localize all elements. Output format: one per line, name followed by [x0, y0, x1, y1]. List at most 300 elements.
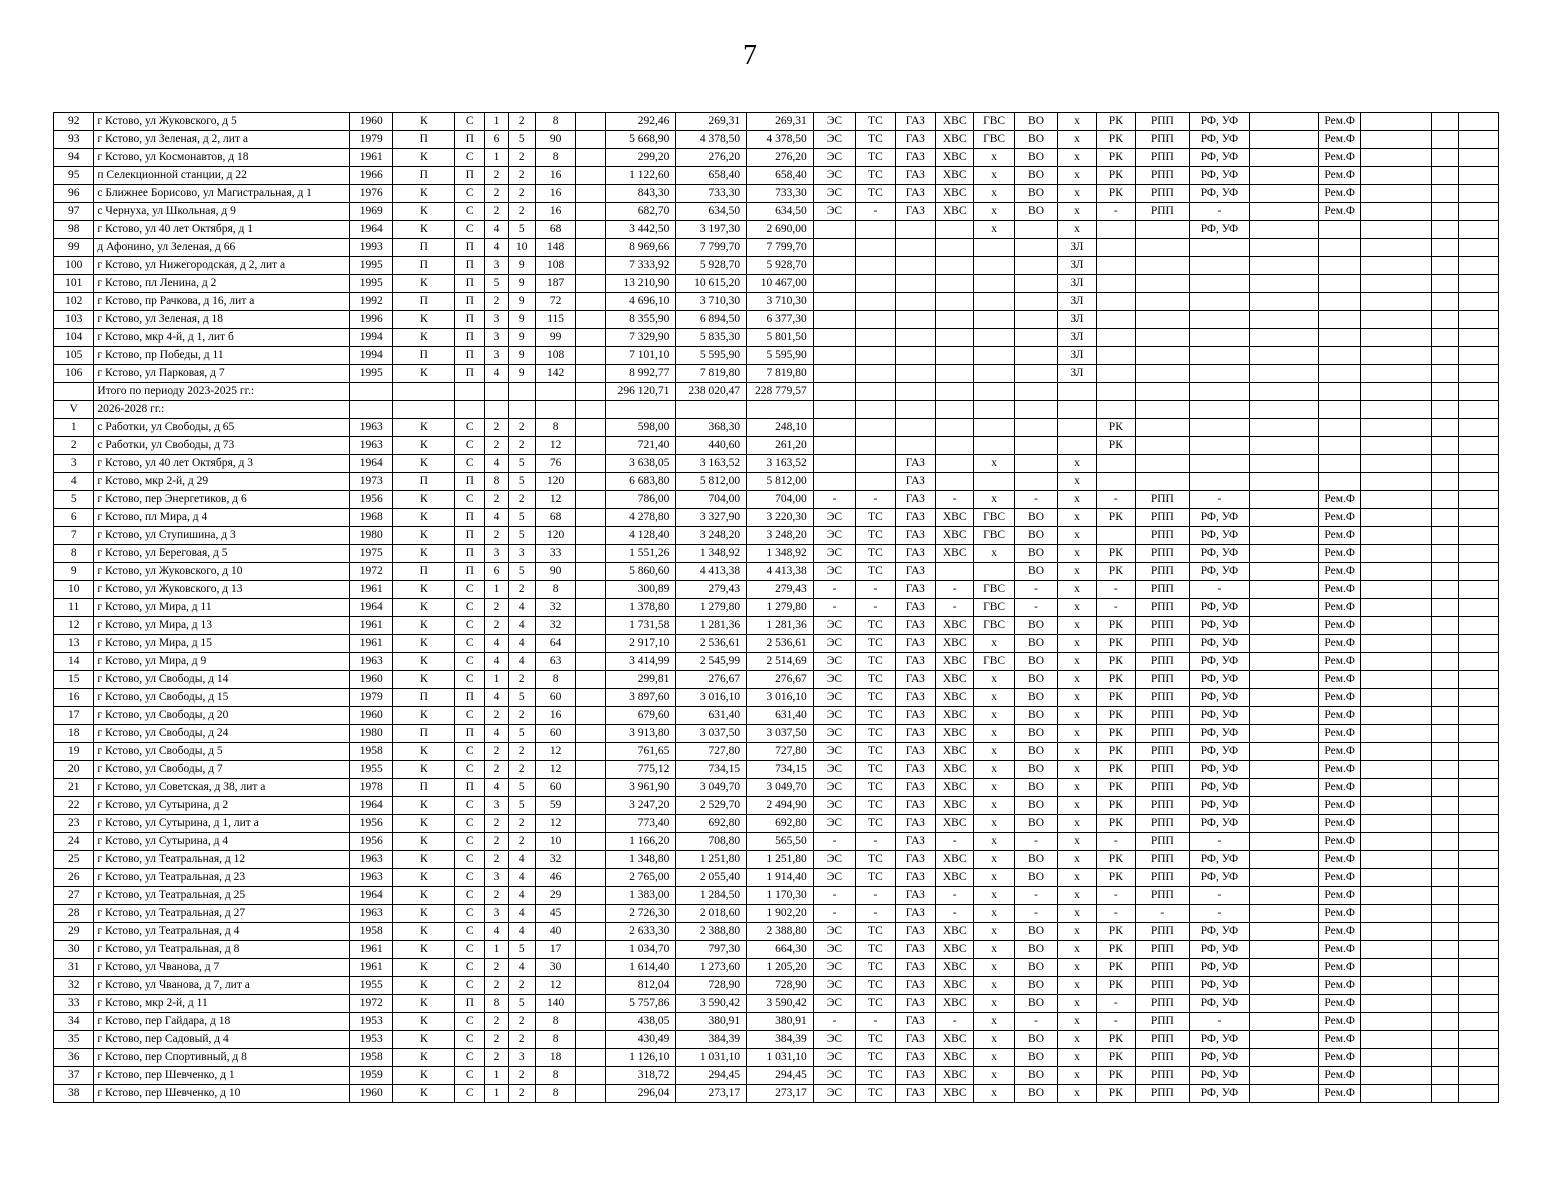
address-cell: г Кстово, ул Мира, д 11 — [94, 599, 350, 617]
table-cell — [856, 473, 895, 491]
row-number-cell: 22 — [54, 797, 94, 815]
table-cell: Рем.Ф — [1318, 779, 1360, 797]
table-cell: 692,80 — [747, 815, 814, 833]
table-cell: К — [393, 743, 455, 761]
table-cell: 4 — [508, 599, 535, 617]
table-cell: 2 — [508, 815, 535, 833]
table-cell: ТС — [856, 1031, 895, 1049]
table-cell: 12 — [535, 977, 575, 995]
table-cell: - — [813, 599, 855, 617]
table-cell: РФ, УФ — [1189, 599, 1250, 617]
table-cell — [576, 509, 605, 527]
table-cell: РПП — [1136, 545, 1190, 563]
address-cell: г Кстово, ул Ступишина, д 3 — [94, 527, 350, 545]
table-cell: ВО — [1014, 563, 1057, 581]
table-cell — [1432, 221, 1459, 239]
table-cell: - — [1189, 887, 1250, 905]
row-number-cell: 100 — [54, 257, 94, 275]
address-cell: г Кстово, пл Мира, д 4 — [94, 509, 350, 527]
table-cell: 3 049,70 — [676, 779, 747, 797]
table-cell: 1 914,40 — [747, 869, 814, 887]
table-cell: - — [813, 1013, 855, 1031]
table-cell: - — [1189, 203, 1250, 221]
table-cell — [1250, 473, 1319, 491]
table-cell: Рем.Ф — [1318, 581, 1360, 599]
table-cell: 16 — [535, 185, 575, 203]
table-cell: К — [393, 833, 455, 851]
table-cell — [813, 347, 855, 365]
table-cell: РПП — [1136, 671, 1190, 689]
row-number-cell: 105 — [54, 347, 94, 365]
row-number-cell: 93 — [54, 131, 94, 149]
address-cell: г Кстово, ул Советская, д 38, лит а — [94, 779, 350, 797]
table-row — [54, 563, 1499, 581]
table-cell: 3 590,42 — [676, 995, 747, 1013]
table-cell: К — [393, 887, 455, 905]
table-cell: 9 — [508, 275, 535, 293]
table-cell: 6 683,80 — [605, 473, 676, 491]
table-cell: 1958 — [350, 1049, 393, 1067]
table-cell: х — [1058, 581, 1096, 599]
table-cell — [1459, 419, 1499, 437]
table-cell — [1361, 347, 1432, 365]
table-cell — [1250, 1013, 1319, 1031]
table-cell — [1361, 563, 1432, 581]
address-cell: г Кстово, мкр 4-й, д 1, лит б — [94, 329, 350, 347]
table-cell: 1960 — [350, 113, 393, 131]
table-cell — [1432, 797, 1459, 815]
table-cell — [1318, 365, 1360, 383]
table-cell: ТС — [856, 563, 895, 581]
table-row — [54, 185, 1499, 203]
table-cell: РПП — [1136, 851, 1190, 869]
table-cell: 5 928,70 — [747, 257, 814, 275]
table-cell: РФ, УФ — [1189, 113, 1250, 131]
table-cell: ГАЗ — [895, 113, 935, 131]
table-cell: 3 016,10 — [747, 689, 814, 707]
table-cell — [974, 257, 1014, 275]
table-cell: РПП — [1136, 599, 1190, 617]
table-cell — [1459, 977, 1499, 995]
table-cell — [1459, 869, 1499, 887]
table-cell: - — [1096, 599, 1135, 617]
table-cell: ЭС — [813, 941, 855, 959]
table-cell: Рем.Ф — [1318, 959, 1360, 977]
table-cell — [1250, 167, 1319, 185]
table-cell — [813, 365, 855, 383]
table-cell: 1 281,36 — [676, 617, 747, 635]
table-cell — [1096, 473, 1135, 491]
table-cell: 1980 — [350, 725, 393, 743]
table-cell: К — [393, 527, 455, 545]
table-cell: 12 — [535, 437, 575, 455]
table-cell: 4 — [508, 905, 535, 923]
table-cell — [1459, 257, 1499, 275]
table-cell: РК — [1096, 437, 1135, 455]
table-cell: К — [393, 959, 455, 977]
row-number-cell: 14 — [54, 653, 94, 671]
table-cell — [1432, 365, 1459, 383]
table-cell: П — [455, 275, 485, 293]
table-cell — [1432, 779, 1459, 797]
table-cell: ХВС — [936, 797, 974, 815]
table-cell — [936, 455, 974, 473]
table-cell: РПП — [1136, 113, 1190, 131]
table-cell — [1250, 905, 1319, 923]
table-cell: 8 — [535, 113, 575, 131]
table-cell: С — [455, 671, 485, 689]
table-cell — [895, 347, 935, 365]
address-cell: г Кстово, ул Свободы, д 24 — [94, 725, 350, 743]
table-cell: 269,31 — [747, 113, 814, 131]
table-cell: 4 — [485, 725, 508, 743]
table-cell: 9 — [508, 347, 535, 365]
table-cell: 60 — [535, 779, 575, 797]
table-cell: - — [1014, 581, 1057, 599]
address-cell: Итого по периоду 2023-2025 гг.: — [94, 383, 350, 401]
row-number-cell: 10 — [54, 581, 94, 599]
table-cell — [1250, 797, 1319, 815]
table-cell — [1432, 869, 1459, 887]
row-number-cell: 28 — [54, 905, 94, 923]
table-cell — [1459, 1085, 1499, 1103]
table-cell: 3 037,50 — [676, 725, 747, 743]
address-cell: г Кстово, мкр 2-й, д 11 — [94, 995, 350, 1013]
table-cell — [1361, 869, 1432, 887]
table-cell: С — [455, 1031, 485, 1049]
table-cell: ВО — [1014, 851, 1057, 869]
table-cell — [576, 1067, 605, 1085]
table-cell — [1096, 383, 1135, 401]
table-cell: Рем.Ф — [1318, 599, 1360, 617]
table-row — [54, 1067, 1499, 1085]
table-cell: ЭС — [813, 527, 855, 545]
table-cell: С — [455, 815, 485, 833]
table-cell: РПП — [1136, 689, 1190, 707]
table-cell: 12 — [535, 491, 575, 509]
table-cell — [1459, 365, 1499, 383]
table-cell: 598,00 — [605, 419, 676, 437]
row-number-cell: 6 — [54, 509, 94, 527]
table-cell — [1432, 275, 1459, 293]
table-cell — [1459, 761, 1499, 779]
table-row — [54, 581, 1499, 599]
table-cell: 1958 — [350, 743, 393, 761]
table-cell: Рем.Ф — [1318, 1067, 1360, 1085]
table-cell: РФ, УФ — [1189, 1049, 1250, 1067]
table-cell: х — [1058, 1067, 1096, 1085]
table-cell: 2 — [508, 671, 535, 689]
table-cell — [1459, 185, 1499, 203]
table-cell: С — [455, 455, 485, 473]
table-cell: 5 812,00 — [747, 473, 814, 491]
table-cell — [936, 473, 974, 491]
table-cell: ХВС — [936, 131, 974, 149]
table-cell — [1459, 113, 1499, 131]
table-cell: К — [393, 113, 455, 131]
table-cell: - — [1096, 203, 1135, 221]
table-cell: 68 — [535, 509, 575, 527]
address-cell: г Кстово, ул Театральная, д 27 — [94, 905, 350, 923]
table-row — [54, 743, 1499, 761]
table-cell — [1136, 329, 1190, 347]
table-cell — [576, 851, 605, 869]
table-cell: х — [974, 671, 1014, 689]
table-cell: ХВС — [936, 725, 974, 743]
table-cell: х — [1058, 185, 1096, 203]
address-cell: г Кстово, ул Театральная, д 12 — [94, 851, 350, 869]
table-cell — [676, 401, 747, 419]
table-cell: 2 — [508, 1067, 535, 1085]
table-cell — [1361, 941, 1432, 959]
table-cell: 2 — [485, 851, 508, 869]
table-cell: РФ, УФ — [1189, 851, 1250, 869]
table-cell: РК — [1096, 797, 1135, 815]
row-number-cell: 95 — [54, 167, 94, 185]
table-cell — [1361, 1049, 1432, 1067]
table-cell — [1459, 221, 1499, 239]
table-cell — [1361, 887, 1432, 905]
table-cell — [936, 419, 974, 437]
table-cell: ЗЛ — [1058, 257, 1096, 275]
table-cell — [1361, 1013, 1432, 1031]
table-cell — [1361, 239, 1432, 257]
table-cell — [1014, 419, 1057, 437]
table-cell: РПП — [1136, 653, 1190, 671]
table-cell: 1 348,92 — [747, 545, 814, 563]
table-cell: 2 — [508, 419, 535, 437]
address-cell: г Кстово, ул Театральная, д 23 — [94, 869, 350, 887]
table-cell: 658,40 — [747, 167, 814, 185]
table-cell: 1 170,30 — [747, 887, 814, 905]
table-cell: 3 — [485, 347, 508, 365]
table-cell — [1250, 437, 1319, 455]
table-cell — [1361, 383, 1432, 401]
table-cell — [576, 347, 605, 365]
table-cell — [1250, 203, 1319, 221]
table-cell: 140 — [535, 995, 575, 1013]
table-cell: 7 799,70 — [747, 239, 814, 257]
table-cell — [1432, 113, 1459, 131]
table-cell: х — [974, 635, 1014, 653]
table-cell: 2 — [485, 419, 508, 437]
table-cell: 1961 — [350, 617, 393, 635]
table-cell — [856, 347, 895, 365]
table-cell — [813, 401, 855, 419]
table-cell: ТС — [856, 743, 895, 761]
table-cell: 733,30 — [676, 185, 747, 203]
table-cell — [576, 959, 605, 977]
table-cell: ЗЛ — [1058, 293, 1096, 311]
table-cell — [1136, 347, 1190, 365]
table-cell: х — [1058, 545, 1096, 563]
table-cell: 380,91 — [676, 1013, 747, 1031]
table-cell: 1961 — [350, 635, 393, 653]
table-cell: 3 710,30 — [747, 293, 814, 311]
table-cell: С — [455, 887, 485, 905]
table-cell: РФ, УФ — [1189, 671, 1250, 689]
table-cell — [576, 527, 605, 545]
table-cell: 1 902,20 — [747, 905, 814, 923]
table-cell: 631,40 — [747, 707, 814, 725]
table-cell: ГАЗ — [895, 167, 935, 185]
table-cell: 294,45 — [676, 1067, 747, 1085]
table-cell: 72 — [535, 293, 575, 311]
table-cell: 8 — [485, 995, 508, 1013]
table-cell: - — [1189, 491, 1250, 509]
table-cell — [1432, 743, 1459, 761]
table-cell: К — [393, 455, 455, 473]
table-cell: ТС — [856, 1067, 895, 1085]
table-cell: ГАЗ — [895, 779, 935, 797]
table-cell: 1964 — [350, 887, 393, 905]
table-cell: 4 — [485, 779, 508, 797]
table-cell — [1318, 347, 1360, 365]
table-cell — [1432, 131, 1459, 149]
row-number-cell: 31 — [54, 959, 94, 977]
table-cell — [350, 383, 393, 401]
table-cell: 5 812,00 — [676, 473, 747, 491]
table-cell — [1432, 851, 1459, 869]
table-cell: 1 126,10 — [605, 1049, 676, 1067]
table-cell — [1250, 131, 1319, 149]
table-cell — [1432, 509, 1459, 527]
table-cell: 1 251,80 — [676, 851, 747, 869]
table-cell: 120 — [535, 527, 575, 545]
table-cell: К — [393, 1013, 455, 1031]
table-cell: ЭС — [813, 185, 855, 203]
table-cell — [1096, 329, 1135, 347]
table-cell: ВО — [1014, 617, 1057, 635]
table-cell: 1 279,80 — [676, 599, 747, 617]
table-cell: х — [1058, 671, 1096, 689]
table-cell: 9 — [508, 365, 535, 383]
table-cell: ЭС — [813, 149, 855, 167]
table-cell: 29 — [535, 887, 575, 905]
table-cell: РПП — [1136, 509, 1190, 527]
table-cell: К — [393, 761, 455, 779]
table-row — [54, 257, 1499, 275]
table-cell — [455, 383, 485, 401]
table-cell: ХВС — [936, 815, 974, 833]
table-row — [54, 239, 1499, 257]
table-cell — [1432, 581, 1459, 599]
table-cell: Рем.Ф — [1318, 509, 1360, 527]
table-cell — [1058, 383, 1096, 401]
table-row — [54, 635, 1499, 653]
table-cell: 5 — [508, 689, 535, 707]
table-cell: х — [1058, 599, 1096, 617]
table-cell: 1955 — [350, 761, 393, 779]
table-cell: х — [1058, 959, 1096, 977]
table-cell — [895, 239, 935, 257]
table-cell — [1432, 707, 1459, 725]
table-cell: ГАЗ — [895, 833, 935, 851]
row-number-cell: 29 — [54, 923, 94, 941]
table-cell — [1432, 257, 1459, 275]
address-cell: г Кстово, ул Нижегородская, д 2, лит а — [94, 257, 350, 275]
table-cell: С — [455, 617, 485, 635]
table-cell: ВО — [1014, 689, 1057, 707]
table-cell: 440,60 — [676, 437, 747, 455]
table-cell: РФ, УФ — [1189, 707, 1250, 725]
table-cell — [1459, 473, 1499, 491]
table-cell — [455, 401, 485, 419]
table-cell: 1 — [485, 941, 508, 959]
table-cell — [1432, 923, 1459, 941]
table-cell: РК — [1096, 1049, 1135, 1067]
table-cell — [576, 653, 605, 671]
table-cell — [508, 383, 535, 401]
table-row — [54, 671, 1499, 689]
table-cell: 2 — [485, 617, 508, 635]
table-cell — [936, 293, 974, 311]
table-cell: 5 — [508, 563, 535, 581]
table-cell — [1432, 635, 1459, 653]
table-cell: ХВС — [936, 977, 974, 995]
row-number-cell: 36 — [54, 1049, 94, 1067]
table-cell: 1995 — [350, 257, 393, 275]
table-cell: 2 514,69 — [747, 653, 814, 671]
table-cell: - — [1014, 599, 1057, 617]
table-cell — [1432, 203, 1459, 221]
table-cell — [1250, 221, 1319, 239]
table-cell: 4 — [508, 635, 535, 653]
table-cell: 228 779,57 — [747, 383, 814, 401]
table-cell: - — [856, 599, 895, 617]
table-cell: 3 913,80 — [605, 725, 676, 743]
table-cell: ГАЗ — [895, 149, 935, 167]
row-number-cell: 5 — [54, 491, 94, 509]
table-cell: ЭС — [813, 959, 855, 977]
table-row — [54, 221, 1499, 239]
table-cell — [1318, 383, 1360, 401]
address-cell: г Кстово, пр Рачкова, д 16, лит а — [94, 293, 350, 311]
table-cell: 273,17 — [676, 1085, 747, 1103]
table-cell — [856, 311, 895, 329]
table-cell: - — [1189, 833, 1250, 851]
table-cell: 438,05 — [605, 1013, 676, 1031]
table-cell: 13 210,90 — [605, 275, 676, 293]
table-cell — [1361, 1031, 1432, 1049]
row-number-cell: 18 — [54, 725, 94, 743]
table-cell — [1318, 221, 1360, 239]
table-cell: х — [974, 869, 1014, 887]
table-cell: ХВС — [936, 1031, 974, 1049]
table-cell — [936, 401, 974, 419]
table-cell — [1361, 275, 1432, 293]
table-cell: - — [1014, 491, 1057, 509]
table-cell: ТС — [856, 815, 895, 833]
table-cell — [1250, 761, 1319, 779]
table-cell: ЭС — [813, 851, 855, 869]
table-cell — [974, 311, 1014, 329]
table-cell — [1361, 689, 1432, 707]
table-cell: РК — [1096, 509, 1135, 527]
table-cell: 8 — [535, 419, 575, 437]
table-cell: С — [455, 113, 485, 131]
table-cell — [895, 311, 935, 329]
table-cell — [1432, 887, 1459, 905]
table-cell: ГВС — [974, 509, 1014, 527]
table-cell: 1953 — [350, 1013, 393, 1031]
table-cell: 658,40 — [676, 167, 747, 185]
table-row — [54, 617, 1499, 635]
table-row — [54, 797, 1499, 815]
table-cell: РФ, УФ — [1189, 131, 1250, 149]
table-cell: 5 — [508, 455, 535, 473]
table-cell — [974, 365, 1014, 383]
